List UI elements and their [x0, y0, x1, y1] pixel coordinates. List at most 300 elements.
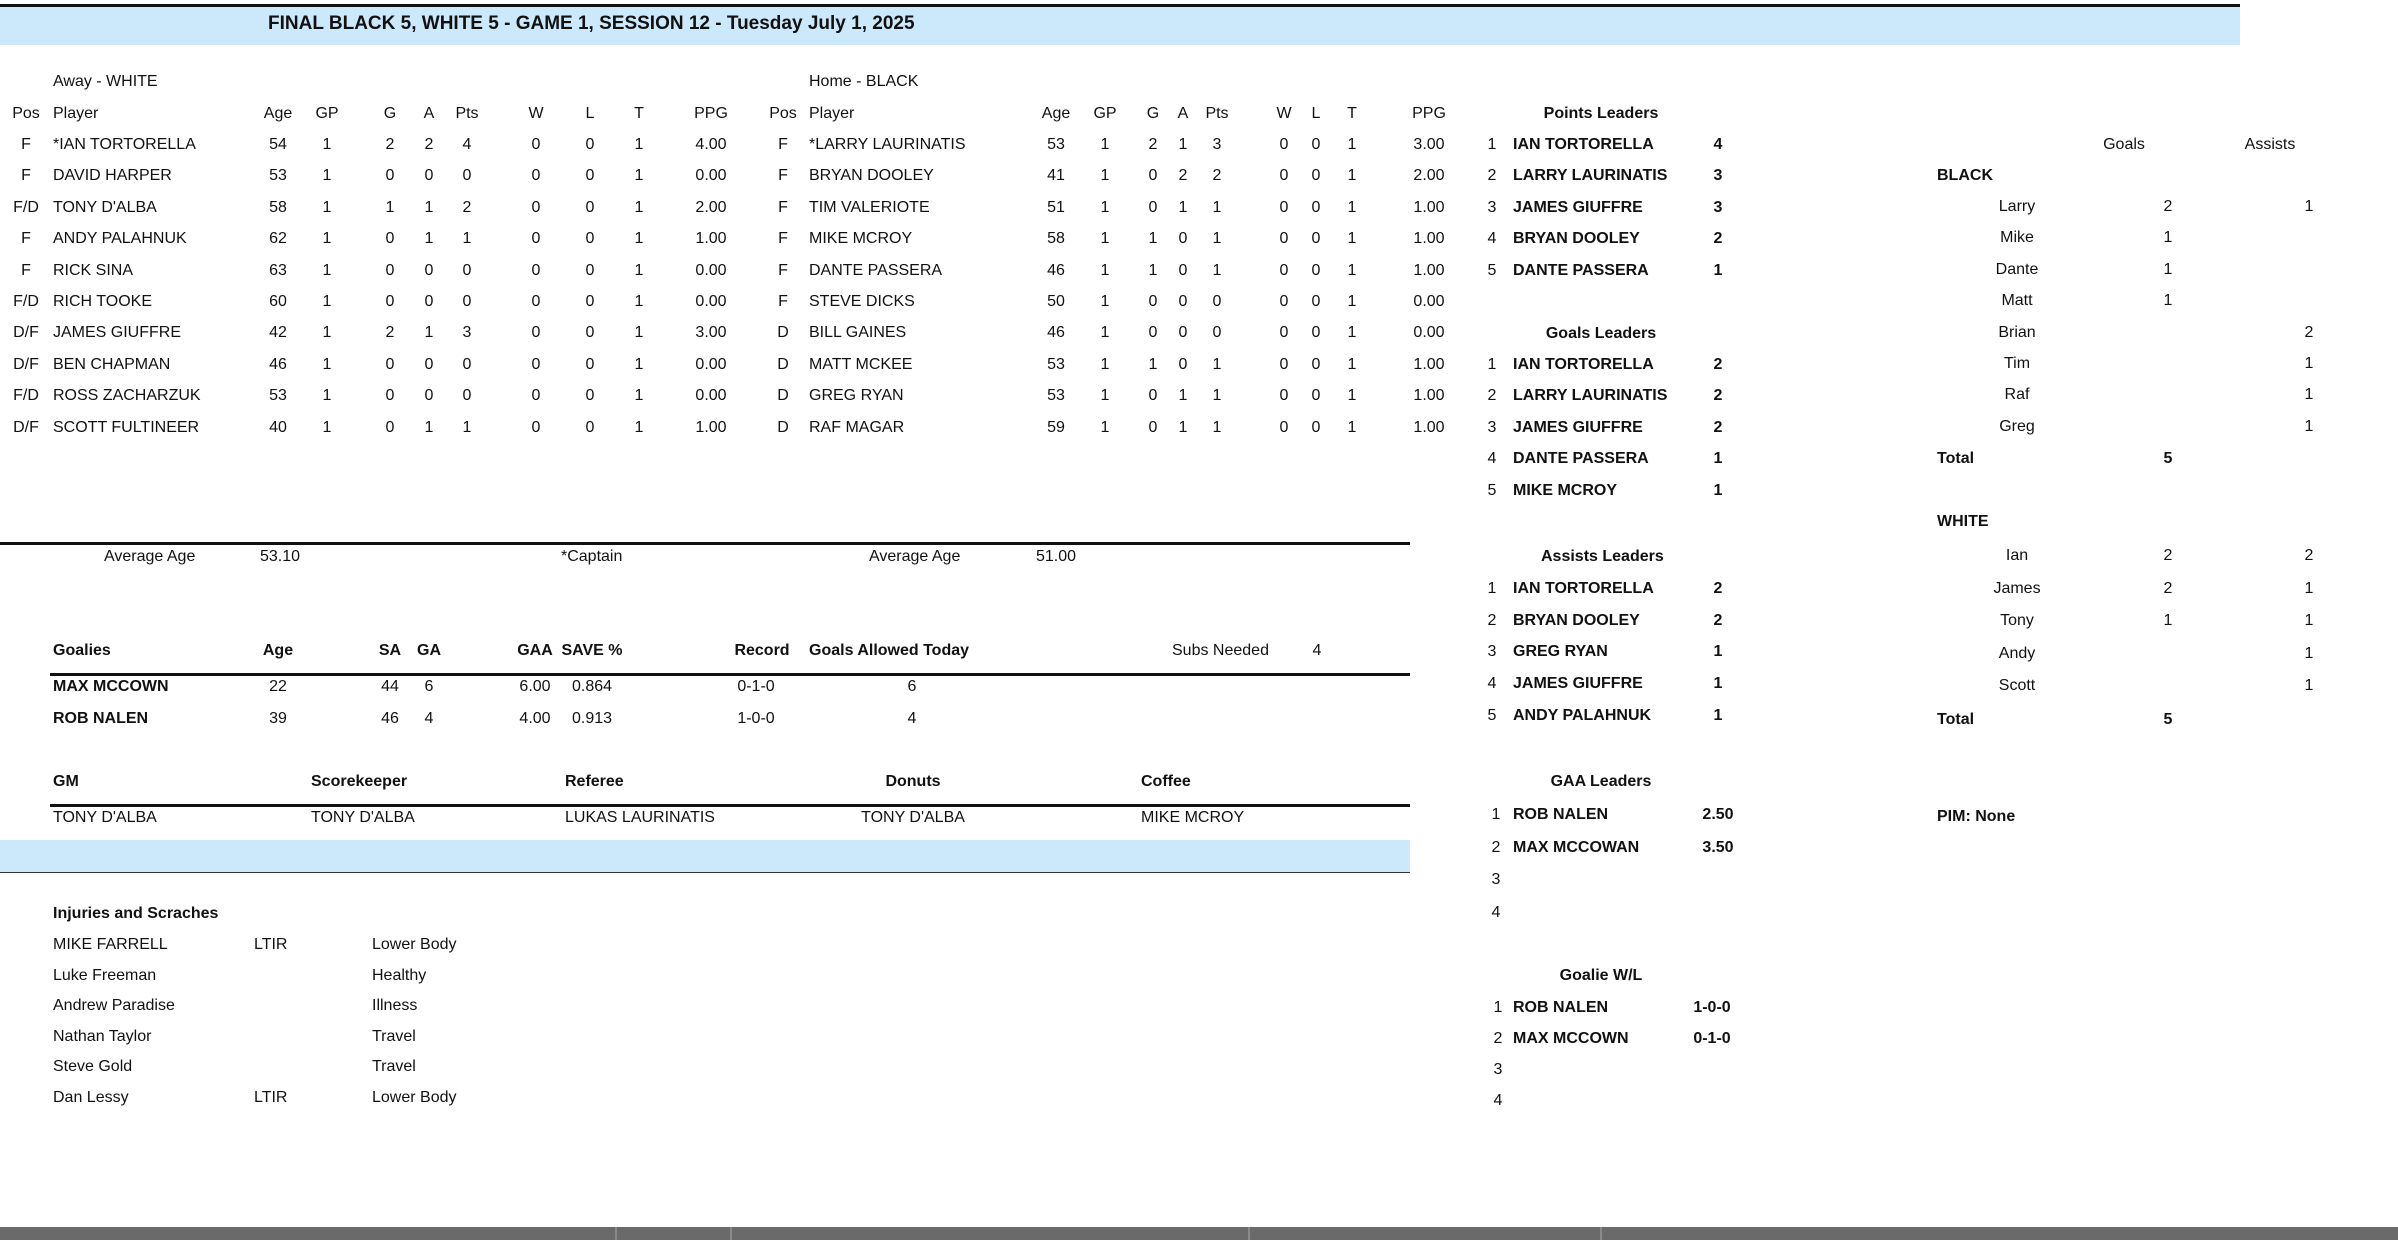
injury-status: LTIR [254, 936, 288, 953]
home-player-age: 58 [1047, 230, 1065, 248]
away-player-a: 1 [424, 230, 434, 248]
away-player-pos: F [21, 167, 31, 185]
home-player-w: 0 [1279, 387, 1289, 405]
home-player-ppg: 1.00 [1413, 198, 1445, 216]
home-player-ppg: 3.00 [1413, 136, 1445, 153]
goals_leaders-rank: 5 [1487, 481, 1497, 499]
goals_leaders-value: 2 [1713, 356, 1723, 373]
away-player-l: 0 [585, 136, 595, 153]
goals_leaders-value: 2 [1713, 387, 1723, 405]
home-player-pts: 1 [1212, 387, 1222, 405]
away-player-w: 0 [531, 418, 541, 436]
home-player-gp: 1 [1100, 136, 1110, 153]
away-header-gp: GP [315, 105, 339, 122]
home-player-ppg: 1.00 [1413, 387, 1445, 405]
away-player-player: BEN CHAPMAN [53, 355, 171, 373]
assists_leaders-value: 1 [1713, 706, 1723, 724]
subs-needed-label: Subs Needed [1172, 642, 1269, 659]
goalie-header: SA [378, 642, 402, 659]
home-player-l: 0 [1311, 324, 1321, 342]
points_leaders-value: 3 [1713, 198, 1723, 216]
scoring-black-player: Tim [2003, 355, 2031, 372]
away-average-age-label: Average Age [104, 548, 196, 565]
injury-status: LTIR [254, 1089, 288, 1106]
home-player-pos: D [777, 355, 789, 373]
home-player-g: 0 [1148, 293, 1158, 310]
away-player-pos: F [21, 261, 31, 279]
away-player-age: 42 [269, 324, 287, 342]
goalie-name: MAX MCCOWN [53, 678, 169, 695]
gaa_leaders-rank: 1 [1491, 806, 1501, 823]
page-title: FINAL BLACK 5, WHITE 5 - GAME 1, SESSION 12 - Tuesday July 1, 2025 [268, 13, 915, 34]
assists_leaders-title: Assists Leaders [1541, 548, 1664, 565]
scoring-black-assists: 1 [2304, 386, 2314, 404]
home-player-l: 0 [1311, 230, 1321, 248]
home-player-g: 0 [1148, 167, 1158, 185]
away-header-player: Player [53, 105, 99, 122]
scoring-black-player: Brian [1998, 323, 2036, 341]
scoring-black-assists: 1 [2304, 198, 2314, 215]
away-player-pos: D/F [13, 418, 39, 436]
scoring-black-goals: 2 [2163, 198, 2173, 215]
home-player-pts: 1 [1212, 230, 1222, 248]
away-player-t: 1 [634, 293, 644, 310]
goalie-stat: 4 [907, 710, 917, 727]
away-header-l: L [585, 105, 595, 122]
home-player-l: 0 [1311, 387, 1321, 405]
goalie_wl-rank: 1 [1493, 999, 1503, 1016]
home-player-t: 1 [1347, 198, 1357, 216]
home-player-player: MIKE MCROY [809, 230, 913, 248]
home-player-age: 53 [1047, 355, 1065, 373]
away-player-pts: 3 [462, 324, 472, 342]
injury-reason: Illness [372, 997, 418, 1015]
away-player-player: SCOTT FULTINEER [53, 418, 200, 436]
home-player-pos: D [777, 418, 789, 436]
away-player-gp: 1 [322, 324, 332, 342]
away-player-pos: F/D [13, 387, 39, 405]
away-player-g: 0 [385, 355, 395, 373]
home-player-ppg: 1.00 [1413, 418, 1445, 436]
home-player-g: 1 [1148, 355, 1158, 373]
home-average-age-value: 51.00 [1036, 548, 1077, 565]
goalie_wl-name: ROB NALEN [1513, 999, 1609, 1016]
goalie-stat: 39 [269, 710, 287, 727]
away-player-ppg: 1.00 [695, 230, 727, 248]
goalie-header: SAVE % [561, 642, 623, 659]
home-player-gp: 1 [1100, 324, 1110, 342]
away-player-age: 54 [269, 136, 287, 153]
scoring-black-player: Matt [2001, 292, 2033, 310]
scoring-white-assists: 1 [2304, 579, 2314, 597]
away-player-pos: D/F [13, 324, 39, 342]
away-player-pts: 1 [462, 418, 472, 436]
away-player-pos: F/D [13, 293, 39, 310]
goals_leaders-title: Goals Leaders [1545, 325, 1657, 342]
goals_leaders-name: MIKE MCROY [1513, 481, 1617, 499]
assists_leaders-value: 2 [1713, 611, 1723, 629]
home-player-age: 50 [1047, 293, 1065, 310]
staff-value: TONY D'ALBA [861, 809, 965, 826]
away-player-player: ANDY PALAHNUK [53, 230, 187, 248]
home-player-pts: 1 [1212, 418, 1222, 436]
scoring-black-label: BLACK [1937, 167, 1993, 184]
home-header-pos: Pos [769, 105, 797, 122]
away-player-t: 1 [634, 324, 644, 342]
goals_leaders-rank: 1 [1487, 356, 1497, 373]
goalie-stat: 22 [269, 678, 287, 695]
away-player-gp: 1 [322, 293, 332, 310]
away-player-gp: 1 [322, 136, 332, 153]
home-player-w: 0 [1279, 324, 1289, 342]
home-player-gp: 1 [1100, 261, 1110, 279]
scoring-white-player: James [1993, 579, 2041, 597]
staff-value: LUKAS LAURINATIS [565, 809, 715, 826]
home-player-player: STEVE DICKS [809, 293, 915, 310]
home-player-pos: F [778, 261, 788, 279]
away-player-w: 0 [531, 293, 541, 310]
home-player-pts: 0 [1212, 293, 1222, 310]
injury-player: Dan Lessy [53, 1089, 129, 1106]
gaa_leaders-value: 3.50 [1702, 838, 1734, 856]
assists_leaders-rank: 1 [1487, 580, 1497, 597]
assists_leaders-rank: 2 [1487, 611, 1497, 629]
home-header-w: W [1276, 105, 1292, 122]
away-player-w: 0 [531, 167, 541, 185]
away-player-a: 1 [424, 324, 434, 342]
points_leaders-rank: 2 [1487, 167, 1497, 185]
away-player-age: 63 [269, 261, 287, 279]
points_leaders-title: Points Leaders [1543, 105, 1659, 122]
goalie-header: GAA [517, 642, 553, 659]
home-player-pts: 0 [1212, 324, 1222, 342]
scoring-black-player: Greg [1999, 417, 2035, 435]
home-player-pos: F [778, 136, 788, 153]
goalie-stat: 0-1-0 [737, 678, 775, 695]
scoring-white-assists: 1 [2304, 612, 2314, 629]
away-player-age: 62 [269, 230, 287, 248]
home-player-t: 1 [1347, 324, 1357, 342]
goals_leaders-name: LARRY LAURINATIS [1513, 387, 1668, 405]
away-player-t: 1 [634, 198, 644, 216]
goalie-stat: 6 [424, 678, 434, 695]
home-player-gp: 1 [1100, 418, 1110, 436]
home-player-pts: 2 [1212, 167, 1222, 185]
away-player-ppg: 0.00 [695, 387, 727, 405]
away-player-a: 0 [424, 387, 434, 405]
away-player-age: 53 [269, 167, 287, 185]
staff-header: GM [53, 773, 79, 790]
home-player-t: 1 [1347, 387, 1357, 405]
home-player-g: 0 [1148, 198, 1158, 216]
away-player-gp: 1 [322, 355, 332, 373]
home-player-ppg: 1.00 [1413, 230, 1445, 248]
away-player-ppg: 0.00 [695, 293, 727, 310]
assists_leaders-name: BRYAN DOOLEY [1513, 611, 1640, 629]
injury-player: Luke Freeman [53, 966, 157, 984]
injury-reason: Lower Body [372, 936, 457, 953]
gaa_leaders-value: 2.50 [1702, 806, 1734, 823]
away-player-w: 0 [531, 355, 541, 373]
away-player-g: 0 [385, 167, 395, 185]
goalie-stat: 0.864 [571, 678, 613, 695]
home-player-t: 1 [1347, 355, 1357, 373]
home-player-age: 53 [1047, 136, 1065, 153]
points_leaders-value: 4 [1713, 136, 1723, 153]
home-header-ppg: PPG [1412, 105, 1446, 122]
away-average-age-value: 53.10 [260, 548, 301, 565]
away-player-l: 0 [585, 387, 595, 405]
away-player-l: 0 [585, 324, 595, 342]
home-player-t: 1 [1347, 261, 1357, 279]
away-player-a: 1 [424, 198, 434, 216]
away-player-w: 0 [531, 324, 541, 342]
scoring-black-player: Dante [1995, 260, 2039, 278]
home-player-w: 0 [1279, 293, 1289, 310]
home-player-ppg: 2.00 [1413, 167, 1445, 185]
staff-header: Scorekeeper [311, 773, 408, 790]
home-player-l: 0 [1311, 136, 1321, 153]
assists_leaders-value: 1 [1713, 643, 1723, 661]
scoring-black-player: Larry [1998, 198, 2036, 215]
home-player-age: 59 [1047, 418, 1065, 436]
away-player-w: 0 [531, 261, 541, 279]
injury-player: Nathan Taylor [53, 1027, 152, 1045]
home-player-t: 1 [1347, 293, 1357, 310]
home-header-t: T [1347, 105, 1357, 122]
away-player-ppg: 2.00 [695, 198, 727, 216]
scoring-white-player: Tony [2000, 612, 2034, 629]
away-player-player: RICK SINA [53, 261, 134, 279]
home-player-a: 0 [1178, 324, 1188, 342]
points_leaders-value: 2 [1713, 230, 1723, 248]
home-player-g: 0 [1148, 387, 1158, 405]
scoring-black-goals: 1 [2163, 229, 2173, 247]
away-player-g: 0 [385, 293, 395, 310]
away-player-ppg: 3.00 [695, 324, 727, 342]
home-player-player: GREG RYAN [809, 387, 904, 405]
home-player-t: 1 [1347, 167, 1357, 185]
home-player-a: 2 [1178, 167, 1188, 185]
home-player-age: 46 [1047, 324, 1065, 342]
home-header-age: Age [1041, 105, 1071, 122]
home-player-player: BILL GAINES [809, 324, 907, 342]
assists_leaders-rank: 3 [1487, 643, 1497, 661]
home-header-pts: Pts [1205, 105, 1229, 122]
away-player-pts: 0 [462, 261, 472, 279]
home-player-ppg: 0.00 [1413, 293, 1445, 310]
home-player-pts: 1 [1212, 355, 1222, 373]
away-player-l: 0 [585, 198, 595, 216]
assists_leaders-value: 1 [1713, 675, 1723, 693]
scoring-white-assists: 1 [2304, 677, 2314, 694]
away-player-gp: 1 [322, 167, 332, 185]
away-header-age: Age [263, 105, 293, 122]
home-player-ppg: 1.00 [1413, 261, 1445, 279]
goalie_wl-rank: 3 [1493, 1061, 1503, 1078]
scoring-white-goals: 2 [2163, 579, 2173, 597]
scoring-white-player: Ian [2005, 547, 2029, 564]
home-player-g: 2 [1148, 136, 1158, 153]
away-player-t: 1 [634, 261, 644, 279]
home-player-w: 0 [1279, 261, 1289, 279]
away-player-pos: F/D [13, 198, 39, 216]
goalie-stat: 46 [381, 710, 399, 727]
home-player-l: 0 [1311, 198, 1321, 216]
pim-label: PIM: None [1937, 808, 2016, 825]
title-banner [0, 4, 2240, 45]
home-player-pos: D [777, 324, 789, 342]
home-player-a: 1 [1178, 418, 1188, 436]
divider-goalies [50, 673, 1410, 676]
home-player-a: 1 [1178, 136, 1188, 153]
scoring-white-player: Scott [1998, 677, 2036, 694]
staff-header: Donuts [885, 773, 941, 790]
home-player-t: 1 [1347, 230, 1357, 248]
gaa_leaders-name: ROB NALEN [1513, 806, 1609, 823]
gaa_leaders-rank: 2 [1491, 838, 1501, 856]
away-player-a: 0 [424, 293, 434, 310]
home-player-age: 46 [1047, 261, 1065, 279]
away-player-pos: D/F [13, 355, 39, 373]
goals_leaders-value: 1 [1713, 481, 1723, 499]
assists_leaders-name: GREG RYAN [1513, 643, 1608, 661]
away-header-pts: Pts [455, 105, 479, 122]
home-player-t: 1 [1347, 418, 1357, 436]
away-player-l: 0 [585, 293, 595, 310]
points_leaders-name: DANTE PASSERA [1513, 261, 1649, 279]
away-player-g: 0 [385, 418, 395, 436]
home-player-player: *LARRY LAURINATIS [809, 136, 966, 153]
away-player-age: 53 [269, 387, 287, 405]
away-player-pos: F [21, 136, 31, 153]
away-player-g: 0 [385, 230, 395, 248]
home-player-a: 1 [1178, 198, 1188, 216]
injuries-title: Injuries and Scraches [53, 905, 219, 922]
home-player-l: 0 [1311, 418, 1321, 436]
goalie_wl-name: MAX MCCOWN [1513, 1030, 1629, 1047]
gaa_leaders-rank: 4 [1491, 904, 1501, 922]
scoring-white-total: 5 [2163, 711, 2173, 728]
home-average-age-label: Average Age [869, 548, 961, 565]
away-player-pts: 0 [462, 387, 472, 405]
home-player-pos: D [777, 387, 789, 405]
away-header-ppg: PPG [694, 105, 728, 122]
away-team-label: Away - WHITE [53, 73, 158, 90]
scoring-white-assists: 2 [2304, 547, 2314, 564]
scoring-white-goals: 1 [2163, 612, 2173, 629]
away-player-pos: F [21, 230, 31, 248]
home-player-gp: 1 [1100, 198, 1110, 216]
scoring-black-player: Raf [2004, 386, 2030, 404]
home-player-ppg: 1.00 [1413, 355, 1445, 373]
goalie_wl-title: Goalie W/L [1559, 967, 1643, 984]
away-player-age: 40 [269, 418, 287, 436]
injury-reason: Travel [372, 1027, 416, 1045]
staff-header: Coffee [1141, 773, 1191, 790]
scoring-white-goals: 2 [2163, 547, 2173, 564]
home-player-gp: 1 [1100, 387, 1110, 405]
away-player-l: 0 [585, 167, 595, 185]
home-player-pts: 3 [1212, 136, 1222, 153]
scoring-black-assists: 1 [2304, 355, 2314, 372]
home-player-g: 1 [1148, 230, 1158, 248]
goals_leaders-name: JAMES GIUFFRE [1513, 418, 1643, 436]
away-player-a: 0 [424, 167, 434, 185]
injury-player: MIKE FARRELL [53, 936, 168, 953]
home-player-gp: 1 [1100, 230, 1110, 248]
gaa_leaders-rank: 3 [1491, 871, 1501, 889]
points_leaders-value: 3 [1713, 167, 1723, 185]
subs-needed-value: 4 [1312, 642, 1322, 659]
home-player-pts: 1 [1212, 261, 1222, 279]
home-player-player: DANTE PASSERA [809, 261, 943, 279]
points_leaders-rank: 1 [1487, 136, 1497, 153]
home-player-a: 1 [1178, 387, 1188, 405]
staff-value: MIKE MCROY [1141, 809, 1245, 826]
away-player-player: *IAN TORTORELLA [53, 136, 196, 153]
home-player-age: 53 [1047, 387, 1065, 405]
away-player-age: 46 [269, 355, 287, 373]
goalie-stat: 6.00 [519, 678, 551, 695]
away-player-player: RICH TOOKE [53, 293, 152, 310]
assists_leaders-name: IAN TORTORELLA [1513, 580, 1654, 597]
home-player-w: 0 [1279, 418, 1289, 436]
scoring-black-total: 5 [2163, 450, 2173, 467]
goalie-header: Age [262, 642, 294, 659]
away-player-t: 1 [634, 387, 644, 405]
away-player-g: 0 [385, 387, 395, 405]
scoring-black-goals: 1 [2163, 292, 2173, 310]
away-header-w: W [528, 105, 544, 122]
away-player-player: ROSS ZACHARZUK [53, 387, 201, 405]
away-player-g: 2 [385, 136, 395, 153]
home-player-g: 1 [1148, 261, 1158, 279]
assists_leaders-name: JAMES GIUFFRE [1513, 675, 1643, 693]
away-player-pts: 0 [462, 293, 472, 310]
away-player-pts: 0 [462, 355, 472, 373]
home-header-player: Player [809, 105, 855, 122]
goalie_wl-value: 1-0-0 [1693, 999, 1731, 1016]
away-player-l: 0 [585, 418, 595, 436]
scoring-white-label: WHITE [1937, 513, 1989, 530]
home-player-g: 0 [1148, 324, 1158, 342]
home-player-pos: F [778, 293, 788, 310]
away-player-l: 0 [585, 230, 595, 248]
away-player-player: TONY D'ALBA [53, 198, 157, 216]
away-player-ppg: 0.00 [695, 261, 727, 279]
away-player-player: DAVID HARPER [53, 167, 172, 185]
home-player-l: 0 [1311, 167, 1321, 185]
away-player-age: 60 [269, 293, 287, 310]
home-player-w: 0 [1279, 136, 1289, 153]
gaa_leaders-title: GAA Leaders [1550, 773, 1652, 790]
home-player-l: 0 [1311, 261, 1321, 279]
scoring-assists-header: Assists [2244, 136, 2296, 153]
home-team-label: Home - BLACK [809, 73, 919, 90]
home-player-t: 1 [1347, 136, 1357, 153]
injury-player: Steve Gold [53, 1058, 133, 1076]
scoring-goals-header: Goals [2103, 136, 2145, 153]
injury-reason: Healthy [372, 966, 427, 984]
away-player-t: 1 [634, 418, 644, 436]
divider-staff [50, 804, 1410, 807]
scoring-white-assists: 1 [2304, 644, 2314, 662]
goalie-header: Goals Allowed Today [809, 642, 970, 659]
home-player-gp: 1 [1100, 167, 1110, 185]
away-player-g: 1 [385, 198, 395, 216]
assists_leaders-value: 2 [1713, 580, 1723, 597]
